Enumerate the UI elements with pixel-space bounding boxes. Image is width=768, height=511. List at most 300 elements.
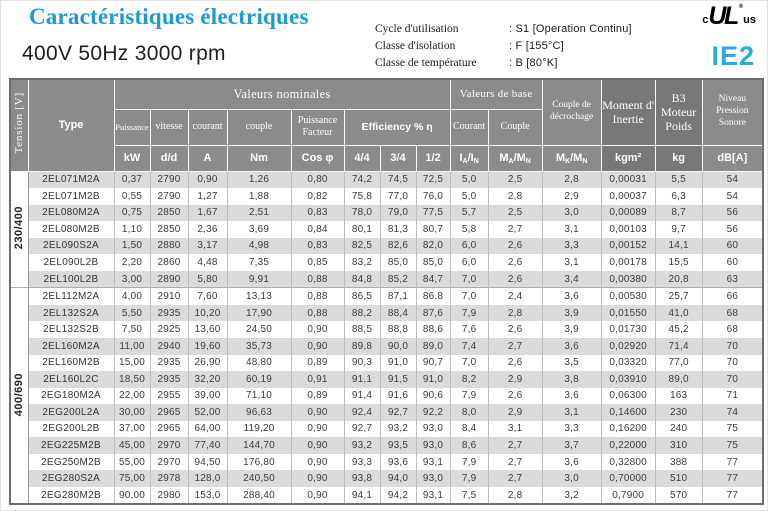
value-cell: 2935 [150,371,188,388]
value-cell: 24,50 [227,321,291,338]
spec-value: : F [155°C] [509,39,564,52]
value-cell: 93,2 [344,437,380,454]
unit-mk-mn: $M_K/M_N$ [542,145,601,171]
value-cell: 75 [702,421,763,438]
value-cell: 570 [655,487,702,505]
value-cell: 0,00031 [601,171,655,188]
value-cell: 0,89 [291,355,344,372]
value-cell: 310 [655,437,702,454]
value-cell: 3,00 [114,271,150,288]
value-cell: 3,2 [542,487,601,505]
value-cell: 0,90 [291,470,344,487]
unit-eff-12: 1/2 [416,145,450,171]
unit-eff-34: 3/4 [380,145,416,171]
tension-group-label: 230/400 [10,171,28,288]
tension-column-header: Tension [V] [10,79,28,171]
value-cell: 5,0 [450,171,488,188]
value-cell: 1,67 [188,205,227,222]
value-cell: 2,6 [488,254,542,271]
table-row [10,470,763,487]
value-cell: 1,10 [114,221,150,238]
value-cell: 1,50 [114,238,150,255]
value-cell: 15,5 [655,254,702,271]
value-cell: 81,3 [380,221,416,238]
value-cell: 93,8 [344,470,380,487]
value-cell: 1,27 [188,188,227,205]
unit-nm: Nm [227,145,291,171]
value-cell: 0,83 [291,238,344,255]
value-cell: 90,6 [416,388,450,405]
moment-inertie-header: Moment d' Inertie [601,79,655,145]
value-cell: 0,00037 [601,188,655,205]
value-cell: 75 [702,437,763,454]
value-cell: 8,7 [655,205,702,222]
value-cell: 10,20 [188,305,227,322]
spec-value: : S1 [Operation Continu] [509,22,632,35]
motor-type-cell: 2EG250M2B [28,454,114,471]
table-row [10,437,763,454]
value-cell: 4,00 [114,288,150,305]
value-cell: 3,9 [542,305,601,322]
value-cell: 88,5 [344,321,380,338]
motor-type-cell: 2EL160M2A [28,338,114,355]
value-cell: 5,0 [450,188,488,205]
value-cell: 3,9 [542,321,601,338]
value-cell: 0,90 [188,171,227,188]
value-cell: 0,89 [291,388,344,405]
value-cell: 2850 [150,205,188,222]
value-cell: 19,60 [188,338,227,355]
value-cell: 26,90 [188,355,227,372]
value-cell: 5,50 [114,305,150,322]
value-cell: 13,60 [188,321,227,338]
value-cell: 82,5 [344,238,380,255]
value-cell: 240,50 [227,470,291,487]
value-cell: 77,0 [655,355,702,372]
value-cell: 56 [702,221,763,238]
value-cell: 2,8 [488,305,542,322]
value-cell: 3,1 [542,221,601,238]
value-cell: 41,0 [655,305,702,322]
value-cell: 388 [655,454,702,471]
value-cell: 30,00 [114,404,150,421]
value-cell: 0,03910 [601,371,655,388]
value-cell: 55,00 [114,454,150,471]
value-cell: 2,5 [488,171,542,188]
value-cell: 64,00 [188,421,227,438]
value-cell: 91,0 [380,355,416,372]
value-cell: 2935 [150,355,188,372]
valeurs-de-base-header: Valeurs de base [450,79,542,109]
value-cell: 54 [702,188,763,205]
value-cell: 2,20 [114,254,150,271]
value-cell: 94,50 [188,454,227,471]
value-cell: 3,3 [542,421,601,438]
value-cell: 2,51 [227,205,291,222]
value-cell: 48,80 [227,355,291,372]
value-cell: 2970 [150,437,188,454]
value-cell: 18,50 [114,371,150,388]
value-cell: 86,5 [344,288,380,305]
value-cell: 88,8 [380,321,416,338]
value-cell: 2,6 [488,388,542,405]
value-cell: 128,0 [188,470,227,487]
value-cell: 240 [655,421,702,438]
value-cell: 71 [702,388,763,405]
value-cell: 45,2 [655,321,702,338]
value-cell: 2935 [150,305,188,322]
value-cell: 2,7 [488,470,542,487]
value-cell: 2,7 [488,338,542,355]
table-row [10,188,763,205]
value-cell: 6,3 [655,188,702,205]
value-cell: 2,9 [488,371,542,388]
table-row [10,171,763,188]
value-cell: 0,01550 [601,305,655,322]
value-cell: 3,6 [542,338,601,355]
value-cell: 94,0 [380,470,416,487]
table-row [10,205,763,222]
value-cell: 0,82 [291,188,344,205]
value-cell: 94,2 [380,487,416,505]
ul-logo-letters: UL [708,2,737,30]
value-cell: 2,7 [488,437,542,454]
value-cell: 176,80 [227,454,291,471]
value-cell: 2955 [150,388,188,405]
value-cell: 63 [702,271,763,288]
value-cell: 60 [702,254,763,271]
unit-dba: dB[A] [702,145,763,171]
value-cell: 77 [702,470,763,487]
value-cell: 78,0 [344,205,380,222]
value-cell: 0,00089 [601,205,655,222]
spec-value: : B [80°K] [509,56,558,69]
value-cell: 90,7 [416,355,450,372]
value-cell: 3,6 [542,388,601,405]
value-cell: 2,7 [488,221,542,238]
value-cell: 3,0 [542,205,601,222]
value-cell: 230 [655,404,702,421]
value-cell: 14,1 [655,238,702,255]
value-cell: 0,90 [291,487,344,505]
value-cell: 0,90 [291,321,344,338]
unit-kgm2: kgm² [601,145,655,171]
motor-type-cell: 2EL132S2A [28,305,114,322]
motor-type-cell: 2EL080M2B [28,221,114,238]
value-cell: 88,6 [416,321,450,338]
table-row [10,338,763,355]
value-cell: 82,6 [380,238,416,255]
value-cell: 1,88 [227,188,291,205]
value-cell: 32,20 [188,371,227,388]
value-cell: 3,1 [542,404,601,421]
value-cell: 92,7 [380,404,416,421]
value-cell: 0,80 [291,171,344,188]
value-cell: 4,48 [188,254,227,271]
value-cell: 7,9 [450,470,488,487]
table-row [10,221,763,238]
value-cell: 74 [702,404,763,421]
value-cell: 0,70000 [601,470,655,487]
value-cell: 3,69 [227,221,291,238]
value-cell: 93,1 [416,454,450,471]
value-cell: 3,8 [542,371,601,388]
value-cell: 92,7 [344,421,380,438]
value-cell: 3,7 [542,437,601,454]
unit-ma-mn: $M_A/M_N$ [488,145,542,171]
value-cell: 22,00 [114,388,150,405]
value-cell: 60,19 [227,371,291,388]
value-cell: 2,8 [488,487,542,505]
value-cell: 90,3 [344,355,380,372]
valeurs-nominales-header: Valeurs nominales [114,79,450,109]
motor-type-cell: 2EL132S2B [28,321,114,338]
value-cell: 7,4 [450,338,488,355]
value-cell: 7,9 [450,305,488,322]
value-cell: 11,00 [114,338,150,355]
value-cell: 0,88 [291,305,344,322]
value-cell: 2,8 [542,171,601,188]
value-cell: 93,6 [380,454,416,471]
value-cell: 2,4 [488,288,542,305]
value-cell: 71,10 [227,388,291,405]
value-cell: 93,0 [416,437,450,454]
value-cell: 153,0 [188,487,227,505]
value-cell: 6,0 [450,254,488,271]
value-cell: 4,98 [227,238,291,255]
value-cell: 0,7900 [601,487,655,505]
ie2-efficiency-badge: IE2 [711,41,755,71]
value-cell: 17,90 [227,305,291,322]
value-cell: 93,2 [380,421,416,438]
value-cell: 0,00152 [601,238,655,255]
value-cell: 288,40 [227,487,291,505]
value-cell: 5,5 [655,171,702,188]
value-cell: 68 [702,321,763,338]
value-cell: 6,0 [450,238,488,255]
value-cell: 2,6 [488,271,542,288]
value-cell: 2850 [150,221,188,238]
value-cell: 3,1 [542,254,601,271]
unit-rpm: d/d [150,145,188,171]
value-cell: 2860 [150,254,188,271]
table-row [10,254,763,271]
value-cell: 5,7 [450,205,488,222]
table-row [10,371,763,388]
spec-label: Cycle d'utilisation [375,22,459,35]
table-row [10,421,763,438]
value-cell: 0,88 [291,271,344,288]
value-cell: 2,6 [488,321,542,338]
value-cell: 70 [702,371,763,388]
value-cell: 3,0 [542,470,601,487]
value-cell: 2940 [150,338,188,355]
value-cell: 5,8 [450,221,488,238]
voltage-frequency-speed: 400V 50Hz 3000 rpm [22,42,226,65]
value-cell: 7,9 [450,454,488,471]
value-cell: 84,7 [416,271,450,288]
value-cell: 93,5 [380,437,416,454]
value-cell: 74,2 [344,171,380,188]
motor-type-cell: 2EL071M2B [28,188,114,205]
motor-type-cell: 2EL160M2B [28,355,114,372]
motor-type-cell: 2EG280M2B [28,487,114,505]
value-cell: 35,73 [227,338,291,355]
value-cell: 37,00 [114,421,150,438]
value-cell: 90,0 [380,338,416,355]
value-cell: 8,6 [450,437,488,454]
value-cell: 144,70 [227,437,291,454]
value-cell: 3,17 [188,238,227,255]
value-cell: 68 [702,305,763,322]
value-cell: 2,6 [488,355,542,372]
value-cell: 2,5 [488,205,542,222]
value-cell: 0,00530 [601,288,655,305]
value-cell: 510 [655,470,702,487]
table-row [10,487,763,505]
page-title: Caractéristiques électriques [29,4,309,29]
value-cell: 0,75 [114,205,150,222]
value-cell: 1,26 [227,171,291,188]
value-cell: 2790 [150,171,188,188]
motor-type-cell: 2EG225M2B [28,437,114,454]
value-cell: 0,90 [291,437,344,454]
value-cell: 74,5 [380,171,416,188]
value-cell: 85,0 [380,254,416,271]
unit-eff-44: 4/4 [344,145,380,171]
value-cell: 0,90 [291,338,344,355]
value-cell: 2790 [150,188,188,205]
vitesse-header: vitesse [150,109,188,145]
courant-header: courant [188,109,227,145]
value-cell: 2,8 [488,188,542,205]
table-row [10,321,763,338]
value-cell: 0,91 [291,371,344,388]
value-cell: 0,90 [291,404,344,421]
value-cell: 39,00 [188,388,227,405]
spec-label: Classe de température [375,56,477,69]
value-cell: 2970 [150,454,188,471]
value-cell: 70 [702,355,763,372]
value-cell: 92,4 [344,404,380,421]
value-cell: 2,9 [488,404,542,421]
value-cell: 91,0 [416,371,450,388]
value-cell: 15,00 [114,355,150,372]
table-row [10,355,763,372]
efficiency-header: Efficiency % η [344,109,450,145]
value-cell: 87,6 [416,305,450,322]
value-cell: 163 [655,388,702,405]
value-cell: 85,2 [380,271,416,288]
value-cell: 91,1 [344,371,380,388]
value-cell: 77,5 [416,205,450,222]
motor-type-cell: 2EL080M2A [28,205,114,222]
value-cell: 2965 [150,421,188,438]
tension-group-label: 400/690 [10,288,28,505]
spec-row [375,20,632,37]
value-cell: 87,1 [380,288,416,305]
value-cell: 8,2 [450,371,488,388]
value-cell: 85,0 [416,254,450,271]
value-cell: 77 [702,454,763,471]
unit-kw: kW [114,145,150,171]
value-cell: 89,0 [655,371,702,388]
value-cell: 0,14600 [601,404,655,421]
value-cell: 3,3 [542,238,601,255]
type-column-header: Type [28,79,114,171]
value-cell: 0,02920 [601,338,655,355]
motor-type-cell: 2EL090L2B [28,254,114,271]
value-cell: 7,35 [227,254,291,271]
value-cell: 79,0 [380,205,416,222]
value-cell: 80,7 [416,221,450,238]
value-cell: 75,8 [344,188,380,205]
puissance-facteur-header: Puissance Facteur [291,109,344,145]
ul-prefix: c [702,14,709,26]
value-cell: 3,6 [542,288,601,305]
motor-type-cell: 2EL071M2A [28,171,114,188]
value-cell: 2890 [150,271,188,288]
value-cell: 0,32800 [601,454,655,471]
value-cell: 94,1 [344,487,380,505]
value-cell: 7,50 [114,321,150,338]
b3-moteur-poids-header: B3 Moteur Poids [655,79,702,145]
value-cell: 3,1 [488,421,542,438]
value-cell: 9,7 [655,221,702,238]
table-row [10,238,763,255]
value-cell: 93,1 [416,487,450,505]
value-cell: 2910 [150,288,188,305]
value-cell: 0,84 [291,221,344,238]
motor-type-cell: 2EL112M2A [28,288,114,305]
value-cell: 8,4 [450,421,488,438]
value-cell: 5,80 [188,271,227,288]
table-row [10,271,763,288]
value-cell: 90,00 [114,487,150,505]
value-cell: 7,6 [450,321,488,338]
value-cell: 2925 [150,321,188,338]
spec-row [375,54,632,71]
value-cell: 89,8 [344,338,380,355]
value-cell: 7,0 [450,355,488,372]
value-cell: 0,00380 [601,271,655,288]
value-cell: 88,2 [344,305,380,322]
value-cell: 96,63 [227,404,291,421]
value-cell: 60 [702,238,763,255]
value-cell: 75,00 [114,470,150,487]
value-cell: 88,4 [380,305,416,322]
value-cell: 7,0 [450,288,488,305]
value-cell: 70 [702,338,763,355]
value-cell: 0,83 [291,205,344,222]
value-cell: 80,1 [344,221,380,238]
niveau-pression-sonore-header: Niveau Pression Sonore [702,79,763,145]
motor-type-cell: 2EG200L2A [28,404,114,421]
value-cell: 93,0 [416,421,450,438]
value-cell: 8,0 [450,404,488,421]
value-cell: 0,03320 [601,355,655,372]
value-cell: 92,2 [416,404,450,421]
couple-base-header: Couple [488,109,542,145]
electrical-characteristics-table [9,78,764,505]
value-cell: 3,6 [542,454,601,471]
value-cell: 77,40 [188,437,227,454]
value-cell: 77 [702,487,763,505]
motor-type-cell: 2EG180M2A [28,388,114,405]
value-cell: 2,9 [542,188,601,205]
value-cell: 7,9 [450,388,488,405]
value-cell: 93,3 [344,454,380,471]
